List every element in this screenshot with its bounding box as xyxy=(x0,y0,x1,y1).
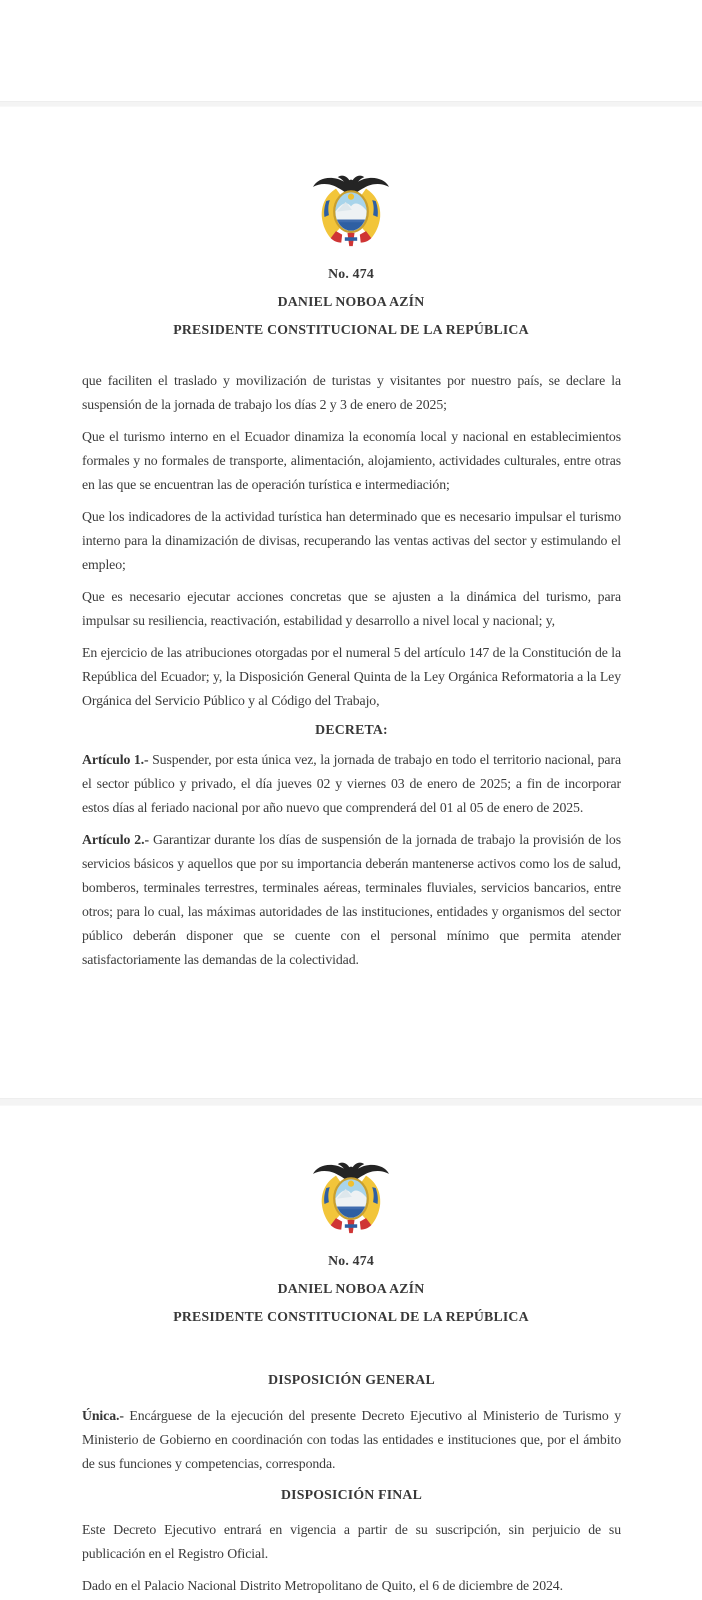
previous-page-bottom xyxy=(0,0,702,101)
decree-page-1 xyxy=(0,107,702,1098)
considerando-paragraph: En ejercicio de las atribuciones otorgadas por el numeral 5 del artículo 147 de la Constitución de la República del Ecuador; y, la Disposición General Quinta de la Ley Orgánica Reformatoria a la Ley Orgánica del Servicio Público y al Código del Trabajo, xyxy=(82,645,621,708)
president-name: DANIEL NOBOA AZÍN xyxy=(277,294,425,309)
president-title: PRESIDENTE CONSTITUCIONAL DE LA REPÚBLICA xyxy=(173,322,529,337)
unica-label: Única.- xyxy=(82,1408,124,1423)
seal-container xyxy=(0,107,702,252)
page-separator xyxy=(0,1098,702,1106)
dado-en-paragraph: Dado en el Palacio Nacional Distrito Metropolitano de Quito, el 6 de diciembre de 2024. xyxy=(82,1578,563,1593)
decree-page-2 xyxy=(0,1106,702,1600)
ecuador-coat-of-arms-icon xyxy=(306,171,396,247)
unica-paragraph xyxy=(82,1404,621,1476)
considerando-paragraph: Que es necesario ejecutar acciones concretas que se ajusten a la dinámica del turismo, para impulsar su resiliencia, reactivación, estabilidad y desarrollo a nivel local y nacional; y, xyxy=(82,589,621,628)
unica-text: Encárguese de la ejecución del presente Decreto Ejecutivo al Ministerio de Turismo y Ministerio de Gobierno en coordinación con todas las entidades e instituciones que, por el ámbito de sus funciones y competencias, corresponda. xyxy=(82,1408,621,1471)
president-name: DANIEL NOBOA AZÍN xyxy=(277,1281,425,1296)
considerando-paragraph: Que el turismo interno en el Ecuador dinamiza la economía local y nacional en establecimientos formales y no formales de transporte, alimentación, alojamiento, actividades culturales, entre otras en las que se encuentran las de operación turística e intermediación; xyxy=(82,429,621,492)
article-2-paragraph xyxy=(82,828,621,972)
ecuador-coat-of-arms-icon xyxy=(306,1158,396,1234)
considerando-paragraph: Que los indicadores de la actividad turística han determinado que es necesario impulsar el turismo interno para la dinamización de divisas, recuperando las ventas activas del sector y estimulando el empleo; xyxy=(82,509,621,572)
article-2-label: Artículo 2.- xyxy=(82,832,149,847)
article-1-label: Artículo 1.- xyxy=(82,752,149,767)
page-2-body xyxy=(0,1371,702,1598)
seal-container xyxy=(0,1106,702,1239)
disposicion-general-heading: DISPOSICIÓN GENERAL xyxy=(268,1372,435,1387)
vigencia-paragraph: Este Decreto Ejecutivo entrará en vigencia a partir de su suscripción, sin perjuicio de su publicación en el Registro Oficial. xyxy=(82,1522,621,1561)
article-2-text: Garantizar durante los días de suspensión de la jornada de trabajo la provisión de los servicios básicos y aquellos que por su importancia deberán mantenerse activos como los de salud, bomberos, terminales terrestres, terminales aéreas, terminales fluviales, servicios bancarios, entre otros; para lo cual, las máximas autoridades de las instituciones, entidades y organismos del sector público deberán disponer que se cuente con el personal mínimo que permita atender satisfactoriamente las demandas de la colectividad. xyxy=(82,832,621,967)
president-title: PRESIDENTE CONSTITUCIONAL DE LA REPÚBLICA xyxy=(173,1309,529,1324)
decree-number: No. 474 xyxy=(328,266,374,281)
article-1-text: Suspender, por esta única vez, la jornada de trabajo en todo el territorio nacional, para el sector público y privado, el día jueves 02 y viernes 03 de enero de 2025; a fin de incorporar estos días al feriado nacional por año nuevo que comprenderá del 01 al 05 de enero de 2025. xyxy=(82,752,621,815)
decreta-heading: DECRETA: xyxy=(315,722,388,737)
considerando-paragraph: que faciliten el traslado y movilización de turistas y visitantes por nuestro país, se declare la suspensión de la jornada de trabajo los días 2 y 3 de enero de 2025; xyxy=(82,373,621,412)
article-1-paragraph xyxy=(82,748,621,820)
decree-number: No. 474 xyxy=(328,1253,374,1268)
page-1-body xyxy=(0,369,702,972)
disposicion-final-heading: DISPOSICIÓN FINAL xyxy=(280,1487,422,1502)
